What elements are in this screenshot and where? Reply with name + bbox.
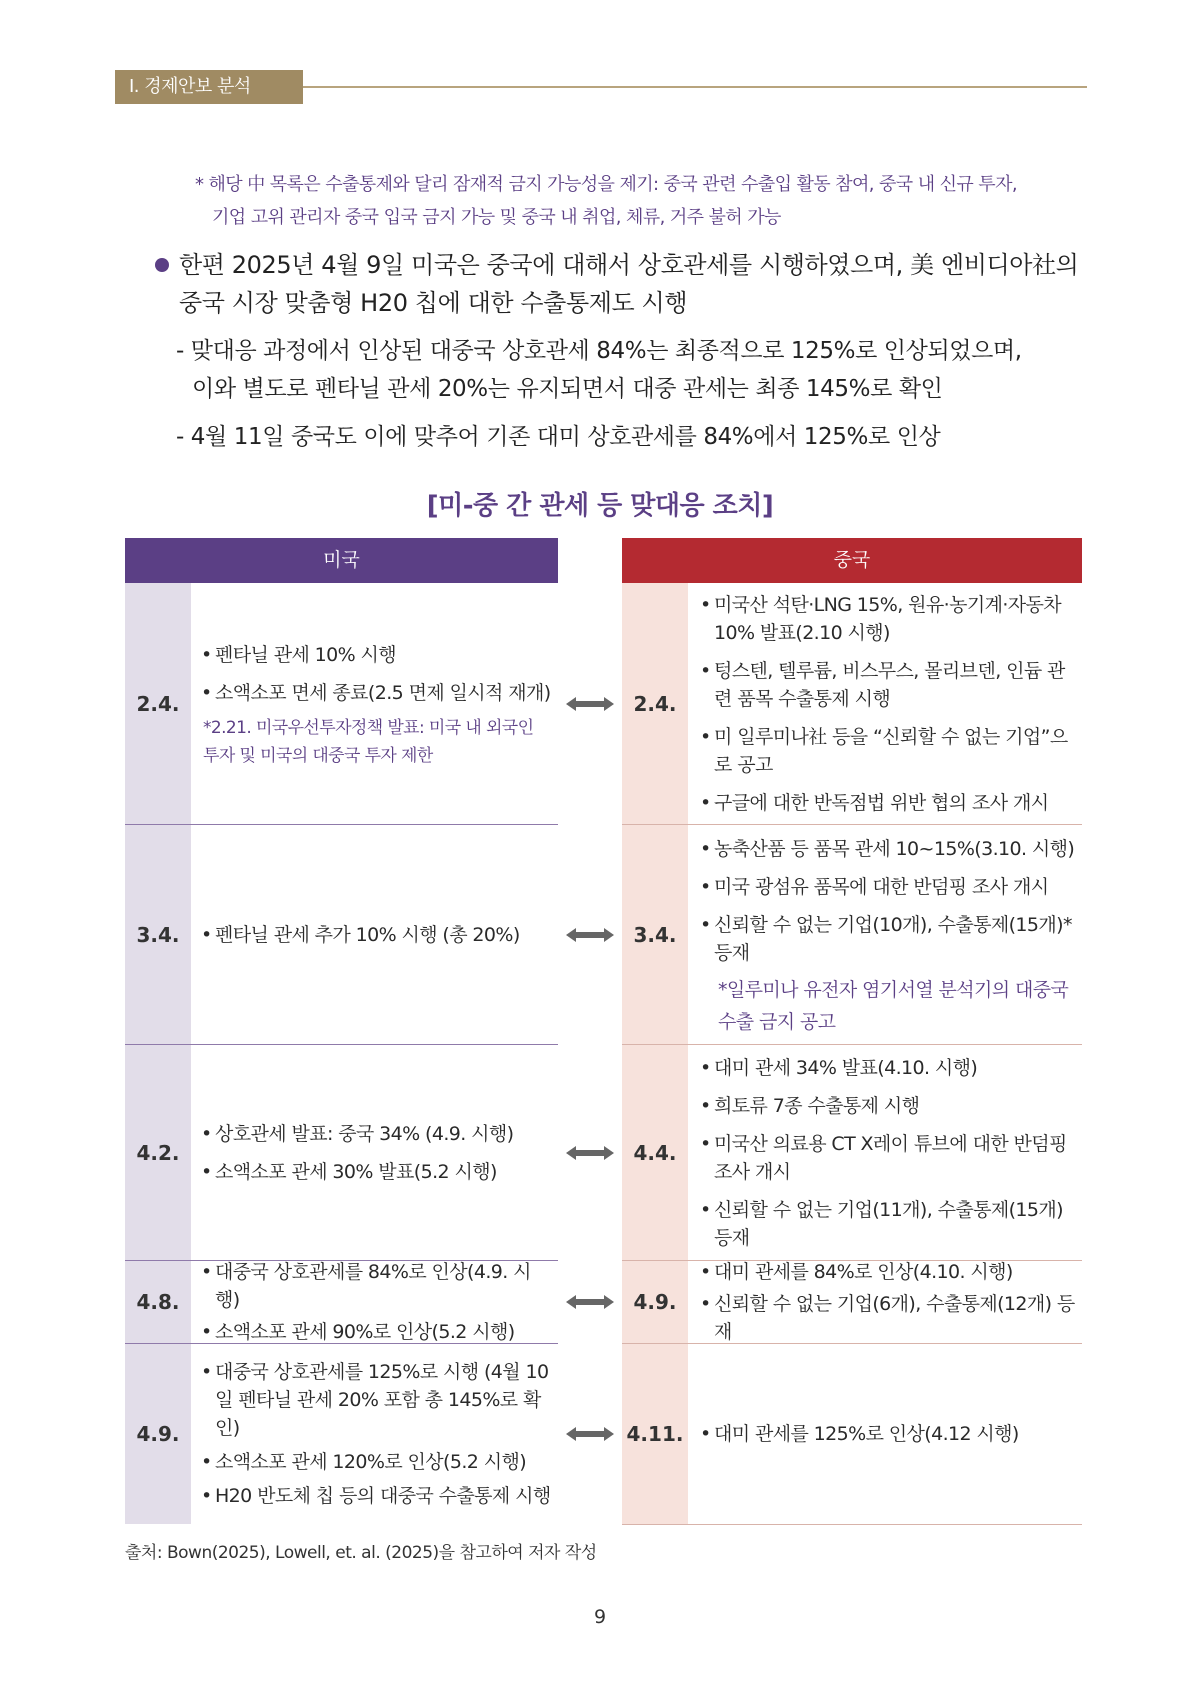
list-item: • 구글에 대한 반독점법 위반 협의 조사 개시 (700, 789, 1076, 817)
us-date: 4.8. (125, 1261, 191, 1343)
list-item: • 텅스텐, 텔루륨, 비스무스, 몰리브덴, 인듐 관련 품목 수출통제 시행 (700, 657, 1076, 713)
list-item: • 신뢰할 수 없는 기업(6개), 수출통제(12개) 등재 (700, 1290, 1076, 1346)
cn-date: 4.11. (622, 1344, 688, 1524)
table-title: [미-중 간 관세 등 맞대응 조치] (426, 491, 774, 521)
double-arrow-icon (566, 1145, 614, 1161)
list-item: • 대중국 상호관세를 125%로 시행 (4월 10일 펜타닐 관세 20% 포함 총 145%로 확인) (201, 1358, 552, 1442)
list-item: • 미국산 석탄·LNG 15%, 원유·농기계·자동차 10% 발표(2.10 시행) (700, 591, 1076, 647)
list-item: • 신뢰할 수 없는 기업(10개), 수출통제(15개)* 등재 (700, 911, 1076, 967)
double-arrow-icon (566, 1294, 614, 1310)
list-item: • 대미 관세를 125%로 인상(4.12 시행) (700, 1420, 1076, 1448)
main-bullet-line-1: 한편 2025년 4월 9일 미국은 중국에 대해서 상호관세를 시행하였으며, 美 엔비디아社의 (179, 251, 1079, 279)
list-item: • 미국산 의료용 CT X레이 튜브에 대한 반덤핑 조사 개시 (700, 1130, 1076, 1186)
sub-bullet-2-line-1: - 4월 11일 중국도 이에 맞추어 기존 대미 상호관세를 84%에서 125%로 인상 (176, 424, 941, 450)
bullet-dot-icon (155, 258, 169, 272)
list-item: • 펜타닐 관세 10% 시행 (201, 641, 552, 669)
us-cell (191, 583, 558, 824)
list-item: • 미국 광섬유 품목에 대한 반덤핑 조사 개시 (700, 873, 1076, 901)
footnote-line-1: * 해당 中 목록은 수출통제와 달리 잠재적 금지 가능성을 제기: 중국 관련 수출입 활동 참여, 중국 내 신규 투자, (195, 174, 1018, 195)
list-item: • 신뢰할 수 없는 기업(11개), 수출통제(15개) 등재 (700, 1196, 1076, 1252)
cn-cell (688, 583, 1082, 824)
section-divider (303, 86, 1087, 88)
list-item: • 소액소포 관세 120%로 인상(5.2 시행) (201, 1448, 552, 1476)
main-bullet-line-2: 중국 시장 맞춤형 H20 칩에 대한 수출통제도 시행 (179, 289, 688, 317)
list-item: • 소액소포 관세 90%로 인상(5.2 시행) (201, 1318, 552, 1346)
cn-date: 3.4. (622, 825, 688, 1044)
us-cell (191, 825, 558, 1044)
double-arrow-icon (566, 927, 614, 943)
double-arrow-icon (566, 1426, 614, 1442)
us-cell (191, 1344, 558, 1524)
us-date: 4.9. (125, 1344, 191, 1524)
list-item: • 대미 관세를 84%로 인상(4.10. 시행) (700, 1258, 1076, 1286)
double-arrow-icon (566, 696, 614, 712)
list-item: • 미 일루미나社 등을 “신뢰할 수 없는 기업”으로 공고 (700, 723, 1076, 779)
header-us: 미국 (125, 538, 558, 583)
list-item: • H20 반도체 칩 등의 대중국 수출통제 시행 (201, 1482, 552, 1510)
sub-bullet-1-line-1: - 맞대응 과정에서 인상된 대중국 상호관세 84%는 최종적으로 125%로 인상되었으며, (176, 338, 1022, 364)
source-note: 출처: Bown(2025), Lowell, et. al. (2025)을 참고하여 저자 작성 (125, 1543, 597, 1563)
section-tab: Ⅰ. 경제안보 분석 (115, 70, 303, 104)
list-item: • 펜타닐 관세 추가 10% 시행 (총 20%) (201, 921, 552, 949)
list-item: • 대미 관세 34% 발표(4.10. 시행) (700, 1054, 1076, 1082)
cn-cell (688, 1344, 1082, 1524)
cn-cell (688, 825, 1082, 1044)
list-item: • 소액소포 관세 30% 발표(5.2 시행) (201, 1158, 552, 1186)
us-date: 4.2. (125, 1045, 191, 1260)
cn-cell (688, 1045, 1082, 1260)
cn-date: 4.4. (622, 1045, 688, 1260)
us-date: 2.4. (125, 583, 191, 824)
header-cn: 중국 (622, 538, 1082, 583)
row-divider (622, 1524, 1082, 1525)
list-item: • 상호관세 발표: 중국 34% (4.9. 시행) (201, 1120, 552, 1148)
cn-date: 4.9. (622, 1261, 688, 1343)
us-date: 3.4. (125, 825, 191, 1044)
sub-bullet-1 (176, 332, 1096, 408)
page-number: 9 (593, 1606, 607, 1628)
footnote-line-2: 기업 고위 관리자 중국 입국 금지 가능 및 중국 내 취업, 체류, 거주 불허 가능 (212, 207, 781, 228)
list-item: • 농축산품 등 품목 관세 10~15%(3.10. 시행) (700, 835, 1076, 863)
main-bullet (155, 246, 1095, 322)
us-cell (191, 1045, 558, 1260)
cn-cell (688, 1261, 1082, 1343)
cn-date: 2.4. (622, 583, 688, 824)
cn-note: *일루미나 유전자 염기서열 분석기의 대중국 수출 금지 공고 (718, 978, 1069, 1033)
sub-bullet-2 (176, 418, 1096, 456)
list-item: • 소액소포 면세 종료(2.5 면제 일시적 재개) (201, 679, 552, 707)
us-cell (191, 1261, 558, 1343)
sub-bullet-1-line-2: 이와 별도로 펜타닐 관세 20%는 유지되면서 대중 관세는 최종 145%로 확인 (192, 376, 943, 402)
list-item: • 희토류 7종 수출통제 시행 (700, 1092, 1076, 1120)
list-item: • 대중국 상호관세를 84%로 인상(4.9. 시행) (201, 1258, 552, 1314)
us-note: *2.21. 미국우선투자정책 발표: 미국 내 외국인 투자 및 미국의 대중국 투자 제한 (203, 717, 534, 766)
